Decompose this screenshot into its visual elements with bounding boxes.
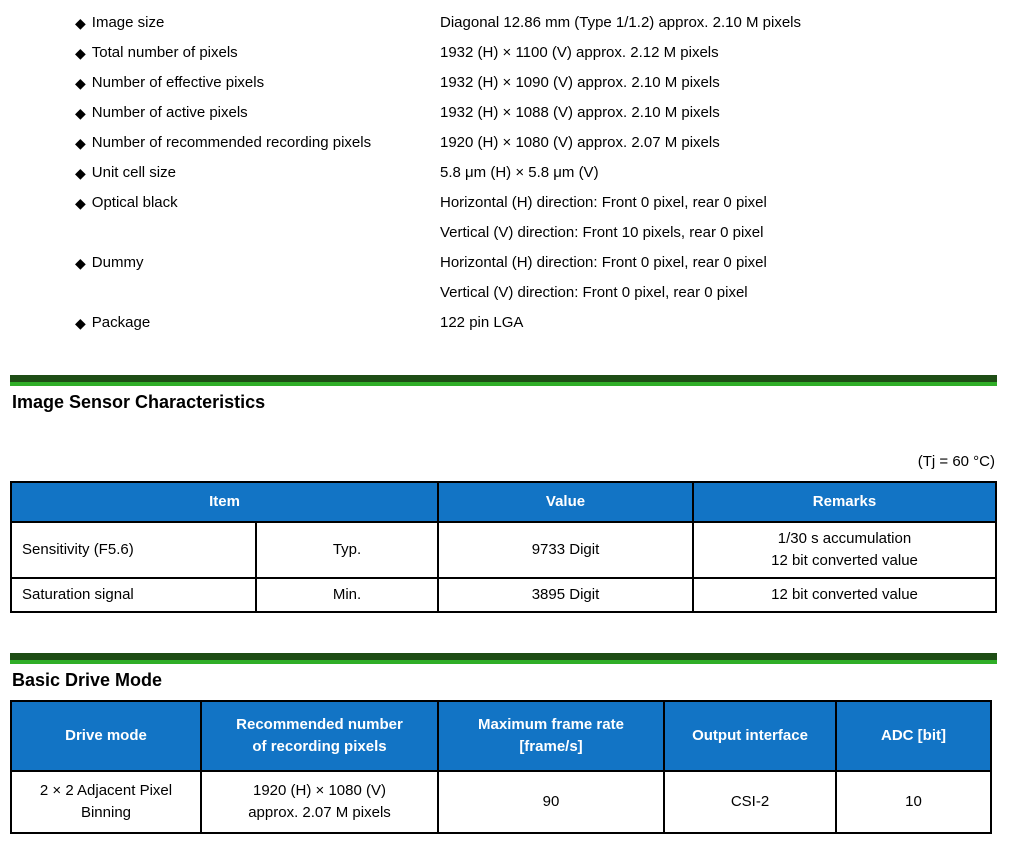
- spec-value: 1920 (H) × 1080 (V) approx. 2.07 M pixels: [440, 134, 720, 151]
- section-heading-basic-drive-mode: Basic Drive Mode: [12, 670, 163, 690]
- cell-value: 9733 Digit: [438, 522, 693, 578]
- spec-value: Horizontal (H) direction: Front 0 pixel, rear 0 pixel: [440, 194, 767, 211]
- cell-recording-pixels: [201, 771, 438, 833]
- drive-mode-line: 2 × 2 Adjacent Pixel: [39, 782, 173, 799]
- header-line: [frame/s]: [519, 738, 583, 755]
- section-divider-bar: [10, 375, 997, 386]
- table-row-sensitivity: [11, 522, 996, 578]
- spec-row-optical-black: [0, 188, 1015, 248]
- recording-pixels-line: 1920 (H) × 1080 (V): [253, 782, 386, 799]
- spec-row-unit-cell-size: [0, 158, 1015, 188]
- spec-label-text: Unit cell size: [91, 164, 176, 181]
- col-header-value: Value: [438, 482, 693, 522]
- table-row-saturation-signal: [11, 578, 996, 612]
- spec-label-text: Dummy: [91, 254, 144, 271]
- spec-value: 5.8 μm (H) × 5.8 μm (V): [440, 164, 599, 181]
- diamond-bullet-icon: ◆: [75, 255, 86, 271]
- recording-pixels-line: approx. 2.07 M pixels: [248, 804, 391, 821]
- remarks-line: 12 bit converted value: [771, 586, 918, 603]
- spec-values: [440, 98, 1015, 128]
- spec-value: Horizontal (H) direction: Front 0 pixel, rear 0 pixel: [440, 254, 767, 271]
- section-bar-dark-stripe: [10, 375, 997, 382]
- section-bar-light-stripe: [10, 660, 997, 664]
- spec-label: [75, 248, 440, 278]
- spec-values: [440, 158, 1015, 188]
- remarks-line: 1/30 s accumulation: [777, 530, 912, 547]
- spec-label: [75, 128, 440, 158]
- spec-row-total-pixels: [0, 38, 1015, 68]
- spec-row-dummy: [0, 248, 1015, 308]
- cell-remarks: [693, 522, 996, 578]
- section-bar-dark-stripe: [10, 653, 997, 660]
- cell-item-name: Saturation signal: [11, 578, 256, 612]
- spec-label: [75, 158, 440, 188]
- diamond-bullet-icon: ◆: [75, 105, 86, 121]
- diamond-bullet-icon: ◆: [75, 195, 86, 211]
- diamond-bullet-icon: ◆: [75, 315, 86, 331]
- remarks-line: 12 bit converted value: [771, 552, 918, 569]
- spec-label-text: Package: [91, 314, 151, 331]
- characteristics-table: [10, 481, 997, 613]
- spec-value: 122 pin LGA: [440, 314, 524, 331]
- spec-list: [0, 0, 1015, 338]
- spec-values: [440, 8, 1015, 38]
- col-header-recording-pixels: [201, 701, 438, 771]
- spec-label-text: Number of effective pixels: [91, 74, 265, 91]
- cell-output-interface: CSI-2: [664, 771, 836, 833]
- spec-value: 1932 (H) × 1090 (V) approx. 2.10 M pixels: [440, 74, 720, 91]
- section-heading-image-sensor-characteristics: Image Sensor Characteristics: [12, 392, 266, 412]
- spec-row-effective-pixels: [0, 68, 1015, 98]
- spec-value: 1932 (H) × 1100 (V) approx. 2.12 M pixels: [440, 44, 719, 61]
- section-divider-bar: [10, 653, 997, 664]
- spec-value: Vertical (V) direction: Front 10 pixels, rear 0 pixel: [440, 224, 764, 241]
- diamond-bullet-icon: ◆: [75, 165, 86, 181]
- drive-mode-line: Binning: [80, 804, 132, 821]
- spec-label-text: Total number of pixels: [91, 44, 238, 61]
- col-header-max-frame-rate: [438, 701, 664, 771]
- diamond-bullet-icon: ◆: [75, 45, 86, 61]
- basic-drive-mode-table: [10, 700, 992, 834]
- cell-qualifier: Typ.: [256, 522, 438, 578]
- condition-note: (Tj = 60 °C): [917, 453, 995, 470]
- spec-values: [440, 128, 1015, 158]
- spec-label-text: Number of recommended recording pixels: [91, 134, 372, 151]
- table-row-binning-mode: [11, 771, 991, 833]
- col-header-output-interface: Output interface: [664, 701, 836, 771]
- spec-label-text: Number of active pixels: [91, 104, 248, 121]
- spec-label: [75, 68, 440, 98]
- header-line: Maximum frame rate: [478, 716, 624, 733]
- spec-value: Vertical (V) direction: Front 0 pixel, rear 0 pixel: [440, 284, 748, 301]
- spec-row-recording-pixels: [0, 128, 1015, 158]
- section-bar-light-stripe: [10, 382, 997, 386]
- col-header-adc: ADC [bit]: [836, 701, 991, 771]
- cell-qualifier: Min.: [256, 578, 438, 612]
- cell-value: 3895 Digit: [438, 578, 693, 612]
- spec-values: [440, 248, 1015, 308]
- spec-label-text: Image size: [91, 14, 165, 31]
- cell-adc: 10: [836, 771, 991, 833]
- col-header-item: Item: [11, 482, 438, 522]
- spec-values: [440, 68, 1015, 98]
- cell-item-name: Sensitivity (F5.6): [11, 522, 256, 578]
- drive-mode-header-row: [11, 701, 991, 771]
- col-header-drive-mode: Drive mode: [11, 701, 201, 771]
- spec-value: 1932 (H) × 1088 (V) approx. 2.10 M pixels: [440, 104, 720, 121]
- cell-remarks: [693, 578, 996, 612]
- spec-label: [75, 38, 440, 68]
- spec-row-active-pixels: [0, 98, 1015, 128]
- cell-drive-mode: [11, 771, 201, 833]
- spec-label: [75, 8, 440, 38]
- header-line: of recording pixels: [252, 738, 387, 755]
- spec-label: [75, 188, 440, 218]
- spec-values: [440, 188, 1015, 248]
- cell-max-frame-rate: 90: [438, 771, 664, 833]
- diamond-bullet-icon: ◆: [75, 135, 86, 151]
- spec-row-package: [0, 308, 1015, 338]
- spec-label-text: Optical black: [91, 194, 178, 211]
- spec-values: [440, 38, 1015, 68]
- diamond-bullet-icon: ◆: [75, 15, 86, 31]
- spec-row-image-size: [0, 8, 1015, 38]
- spec-label: [75, 308, 440, 338]
- spec-label: [75, 98, 440, 128]
- spec-value: Diagonal 12.86 mm (Type 1/1.2) approx. 2.10 M pixels: [440, 14, 802, 31]
- characteristics-header-row: [11, 482, 996, 522]
- diamond-bullet-icon: ◆: [75, 75, 86, 91]
- spec-values: [440, 308, 1015, 338]
- col-header-remarks: Remarks: [693, 482, 996, 522]
- header-line: Recommended number: [236, 716, 403, 733]
